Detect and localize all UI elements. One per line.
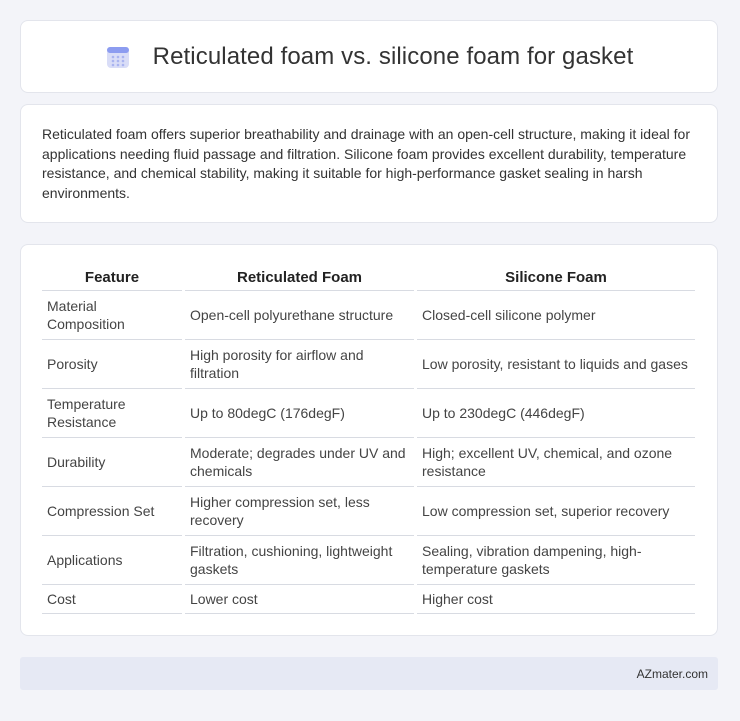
silicone-foam-cell: Closed-cell silicone polymer — [417, 291, 695, 340]
feature-cell: Cost — [42, 585, 182, 614]
reticulated-foam-cell: Open-cell polyurethane structure — [185, 291, 414, 340]
reticulated-foam-cell: High porosity for airflow and filtration — [185, 340, 414, 389]
comparison-table-card — [20, 244, 718, 636]
table-row — [42, 389, 695, 438]
table-row — [42, 536, 695, 585]
feature-cell: Applications — [42, 536, 182, 585]
title-card — [20, 20, 718, 93]
silicone-foam-cell: Sealing, vibration dampening, high-temperature gaskets — [417, 536, 695, 585]
silicone-foam-cell: Higher cost — [417, 585, 695, 614]
column-header-silicone-foam: Silicone Foam — [417, 265, 695, 291]
table-row — [42, 585, 695, 614]
table-row — [42, 291, 695, 340]
feature-cell: Durability — [42, 438, 182, 487]
column-header-reticulated-foam: Reticulated Foam — [185, 265, 414, 291]
page-title: Reticulated foam vs. silicone foam for gasket — [152, 42, 634, 70]
feature-cell: Temperature Resistance — [42, 389, 182, 438]
comparison-table — [39, 265, 698, 614]
silicone-foam-cell: Up to 230degC (446degF) — [417, 389, 695, 438]
footer-brand: AZmater.com — [636, 666, 708, 681]
reticulated-foam-cell: Filtration, cushioning, lightweight gaskets — [185, 536, 414, 585]
summary-card — [20, 104, 718, 223]
reticulated-foam-cell: Lower cost — [185, 585, 414, 614]
table-row — [42, 438, 695, 487]
table-row — [42, 487, 695, 536]
reticulated-foam-cell: Up to 80degC (176degF) — [185, 389, 414, 438]
footer-bar — [20, 657, 718, 690]
reticulated-foam-cell: Higher compression set, less recovery — [185, 487, 414, 536]
silicone-foam-cell: High; excellent UV, chemical, and ozone resistance — [417, 438, 695, 487]
column-header-feature: Feature — [42, 265, 182, 291]
calendar-icon — [105, 44, 131, 70]
feature-cell: Compression Set — [42, 487, 182, 536]
feature-cell: Porosity — [42, 340, 182, 389]
feature-cell: Material Composition — [42, 291, 182, 340]
reticulated-foam-cell: Moderate; degrades under UV and chemicals — [185, 438, 414, 487]
table-header-row — [42, 265, 695, 291]
silicone-foam-cell: Low porosity, resistant to liquids and gases — [417, 340, 695, 389]
silicone-foam-cell: Low compression set, superior recovery — [417, 487, 695, 536]
summary-text: Reticulated foam offers superior breathability and drainage with an open-cell structure, making it ideal for applications needing fluid passage and filtration. Silicone foam provides excellent durability, temperature resistance, and chemical stability, making it suitable for high-performance gasket sealing in harsh environments. — [42, 126, 690, 201]
table-row — [42, 340, 695, 389]
